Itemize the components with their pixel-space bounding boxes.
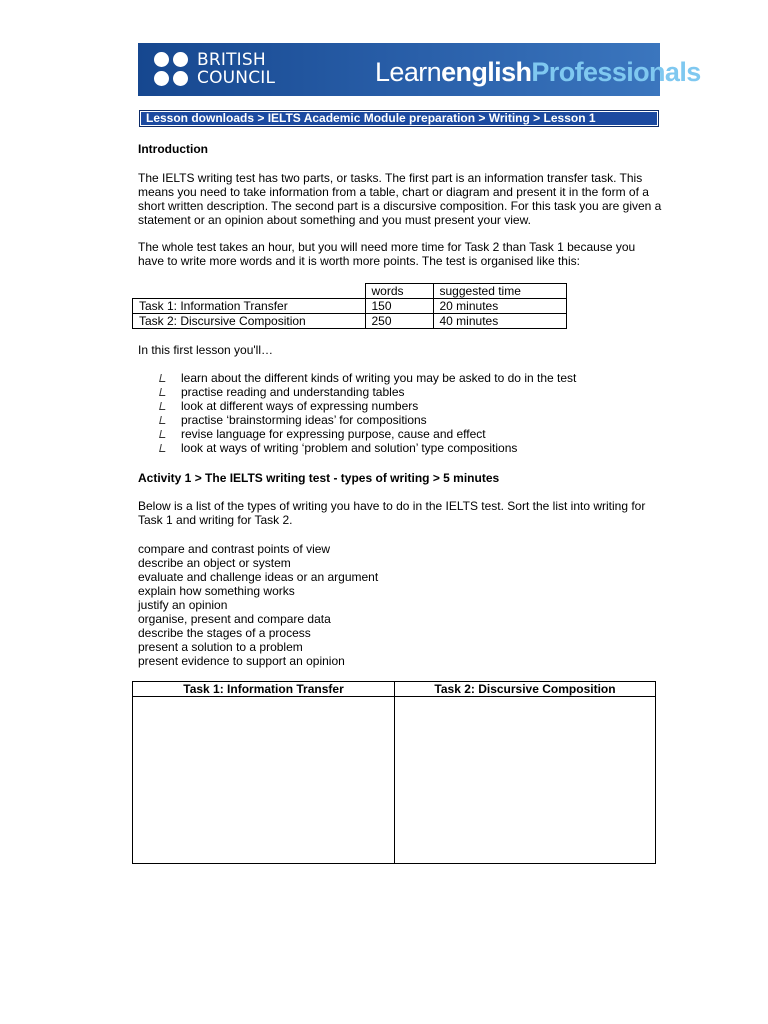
bullet-icon	[159, 402, 167, 410]
list-item: present a solution to a problem	[138, 640, 303, 654]
answer-cell-task-1[interactable]	[133, 697, 395, 864]
paragraph-line: have to write more words and it is worth more points. The test is organised like this:	[138, 254, 580, 268]
table-cell-task: Task 1: Information Transfer	[133, 299, 366, 314]
bullet-icon	[159, 388, 167, 396]
paragraph-line: means you need to take information from a table, chart or diagram and present it in the form of a	[138, 185, 649, 199]
activity-1-instructions	[138, 499, 645, 527]
sorting-table	[132, 681, 656, 864]
test-structure-table	[132, 283, 567, 329]
paragraph-line: The whole test takes an hour, but you will need more time for Task 2 than Task 1 because you	[138, 240, 636, 254]
breadcrumb: Lesson downloads > IELTS Academic Module preparation > Writing > Lesson 1	[139, 110, 659, 127]
list-item-text: look at ways of writing ‘problem and solution’ type compositions	[181, 441, 518, 455]
answer-cell-task-2[interactable]	[395, 697, 656, 864]
logo-professionals: Professionals	[531, 57, 701, 87]
list-item: justify an opinion	[138, 598, 228, 612]
paragraph-line: Task 1 and writing for Task 2.	[138, 513, 293, 527]
list-item-text: learn about the different kinds of writing you may be asked to do in the test	[181, 371, 577, 385]
paragraph-line: statement or an opinion about something and you must present your view.	[138, 213, 531, 227]
list-item: organise, present and compare data	[138, 612, 331, 626]
list-item-text: look at different ways of expressing numbers	[181, 399, 419, 413]
introduction-paragraph-2	[138, 240, 635, 268]
table-cell-task: Task 2: Discursive Composition	[133, 314, 366, 329]
list-item-text: practise ‘brainstorming ideas’ for compositions	[181, 413, 427, 427]
table-header-words: words	[365, 284, 433, 299]
learnenglish-professionals-logo	[375, 57, 701, 87]
bullet-icon	[159, 444, 167, 452]
table-header-suggested-time: suggested time	[433, 284, 566, 299]
table-cell-words: 250	[365, 314, 433, 329]
list-item: compare and contrast points of view	[138, 542, 331, 556]
bullet-icon	[159, 430, 167, 438]
table-cell-time: 20 minutes	[433, 299, 566, 314]
lesson-lead-text: In this first lesson you'll…	[138, 343, 274, 357]
list-item: evaluate and challenge ideas or an argument	[138, 570, 379, 584]
writing-types-list	[138, 542, 378, 668]
paragraph-line: short written description. The second part is a discursive composition. For this task you are given a	[138, 199, 662, 213]
british-council-wordmark	[197, 51, 275, 87]
wordmark-line-1: BRITISH	[197, 50, 266, 70]
column-header-task-2: Task 2: Discursive Composition	[395, 682, 656, 697]
paragraph-line: The IELTS writing test has two parts, or tasks. The first part is an information transfer task. This	[138, 171, 643, 185]
introduction-paragraph-1	[138, 171, 661, 227]
table-header-row	[133, 682, 656, 697]
introduction-heading: Introduction	[138, 142, 208, 156]
wordmark-line-2: COUNCIL	[197, 68, 276, 88]
list-item: present evidence to support an opinion	[138, 654, 345, 668]
table-row	[133, 314, 567, 329]
bullet-icon	[159, 374, 167, 382]
logo-english: english	[441, 57, 532, 87]
table-header-blank	[133, 284, 366, 299]
list-item-text: revise language for expressing purpose, cause and effect	[181, 427, 486, 441]
logo-learn: Learn	[375, 57, 442, 87]
site-header-banner	[138, 43, 701, 96]
list-item: describe the stages of a process	[138, 626, 311, 640]
list-item: explain how something works	[138, 584, 295, 598]
table-header-row	[133, 284, 567, 299]
table-row	[133, 299, 567, 314]
list-item: describe an object or system	[138, 556, 291, 570]
list-item-text: practise reading and understanding tables	[181, 385, 405, 399]
british-council-logo-dots	[154, 52, 189, 87]
bullet-icon	[159, 416, 167, 424]
table-cell-time: 40 minutes	[433, 314, 566, 329]
paragraph-line: Below is a list of the types of writing you have to do in the IELTS test. Sort the list into writing for	[138, 499, 646, 513]
table-row	[133, 697, 656, 864]
column-header-task-1: Task 1: Information Transfer	[133, 682, 395, 697]
activity-1-heading: Activity 1 > The IELTS writing test - types of writing > 5 minutes	[138, 471, 500, 485]
table-cell-words: 150	[365, 299, 433, 314]
